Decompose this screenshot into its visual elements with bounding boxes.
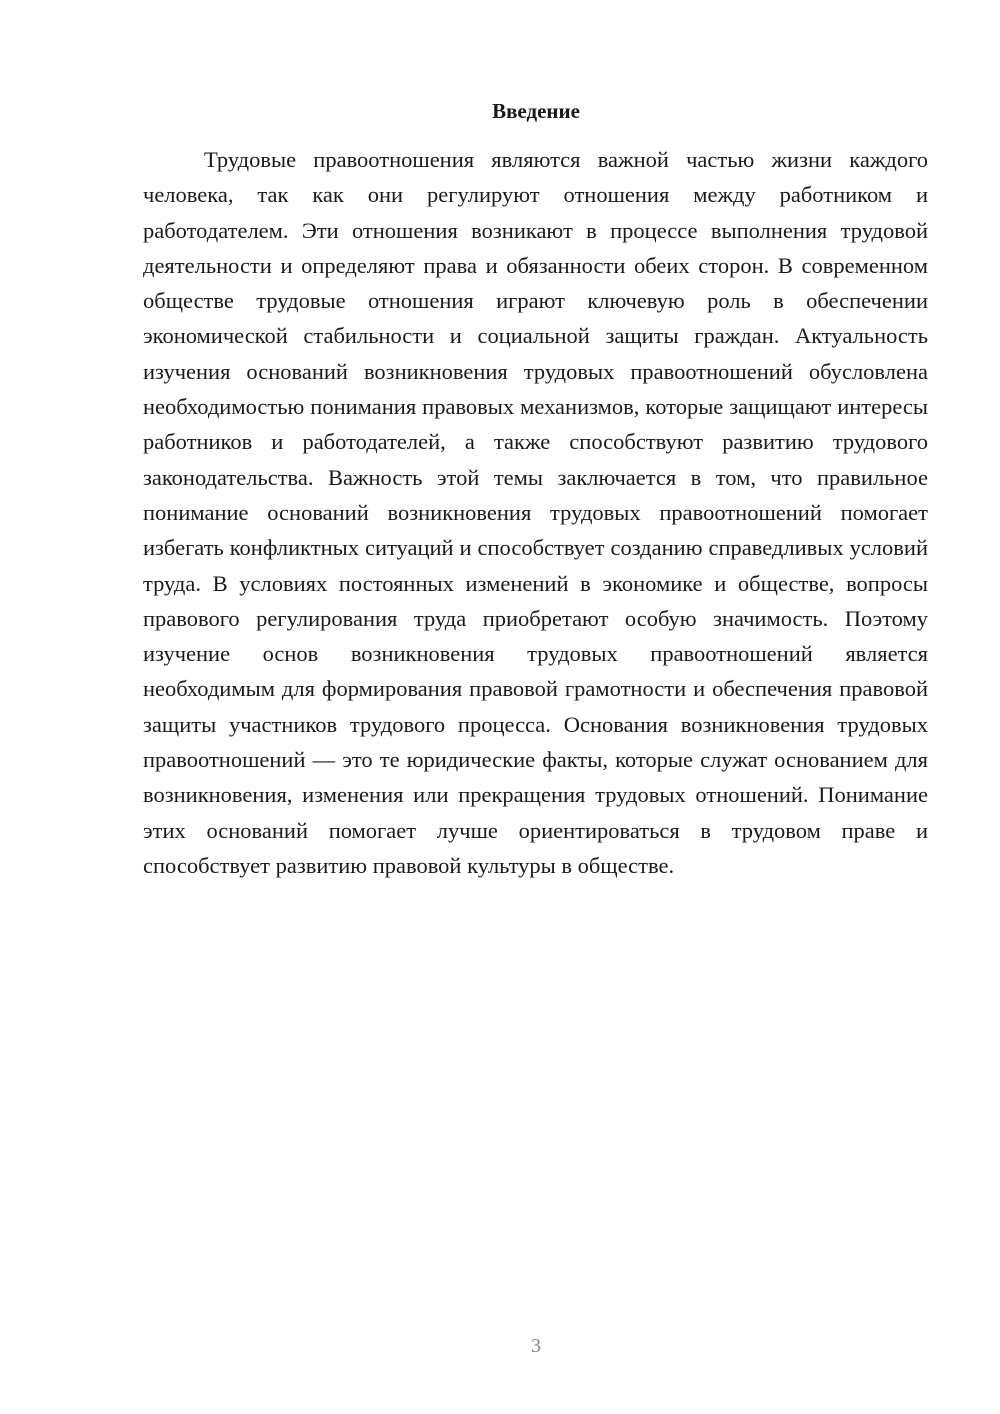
introduction-paragraph: Трудовые правоотношения являются важной частью жизни каждого человека, так как они регулируют отношения между работником и работодателем. Эти отношения возникают в процессе выполнения трудовой деятельности и определяют права и обязанности обеих сторон. В современном обществе трудовые отношения играют ключевую роль в обеспечении экономической стабильности и социальной защиты граждан. Актуальность изучения оснований возникновения трудовых правоотношений обусловлена необходимостью понимания правовых механизмов, которые защищают интересы работников и работодателей, а также способствуют развитию трудового законодательства. Важность этой темы заключается в том, что правильное понимание оснований возникновения трудовых правоотношений помогает избегать конфликтных ситуаций и способствует созданию справедливых условий труда. В условиях постоянных изменений в экономике и обществе, вопросы правового регулирования труда приобретают особую значимость. Поэтому изучение основ возникновения трудовых правоотношений является необходимым для формирования правовой грамотности и обеспечения правовой защиты участников трудового процесса. Основания возникновения трудовых правоотношений — это те юридические факты, которые служат основанием для возникновения, изменения или прекращения трудовых отношений. Понимание этих оснований помогает лучше ориентироваться в трудовом праве и способствует развитию правовой культуры в обществе.	[143, 147, 928, 878]
section-heading: Введение	[492, 99, 580, 123]
page-number: 3	[531, 1335, 541, 1357]
